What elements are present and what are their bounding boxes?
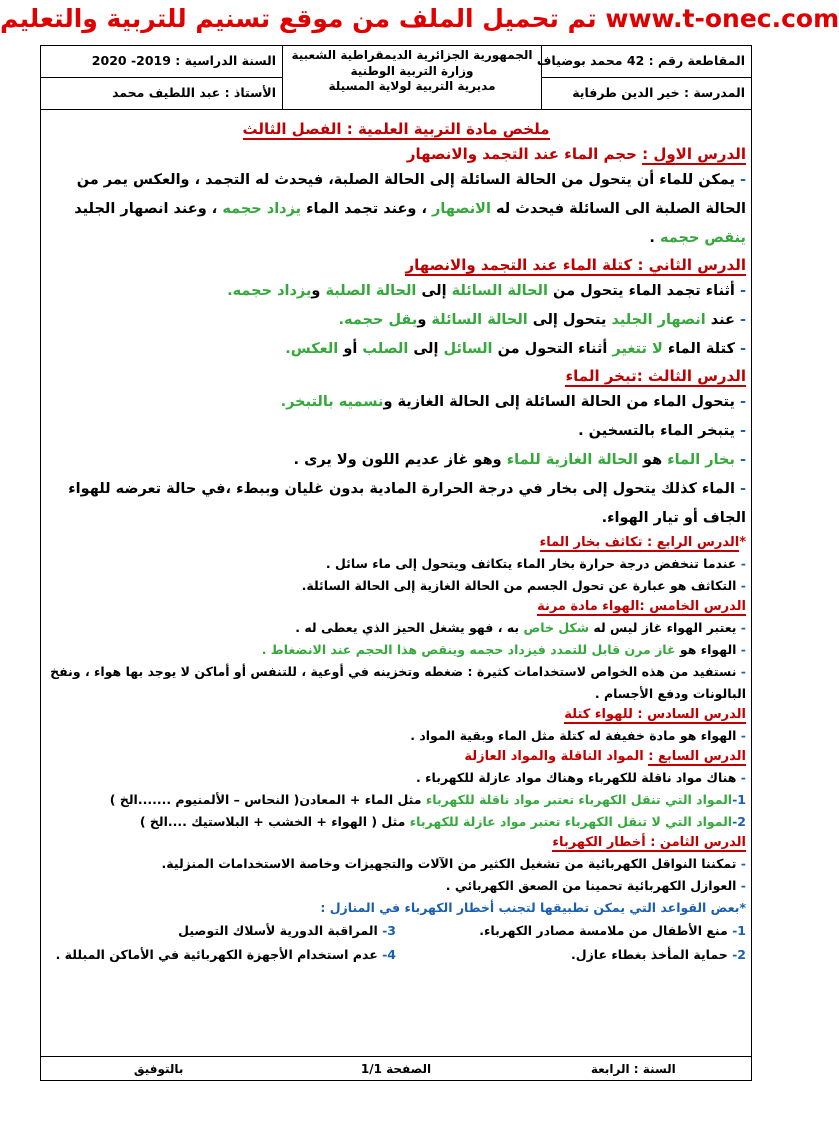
lesson-8-line-2: - العوازل الكهربائية تحمينا من الصعق الكهربائي . bbox=[445, 878, 746, 893]
rule-1: 1- منع الأطفال من ملامسة مصادر الكهرباء. bbox=[479, 923, 746, 938]
lesson-2-line-2: - عند انصهار الجليد يتحول إلى الحالة السائلة ويقل حجمه. bbox=[338, 312, 746, 328]
lesson-4-title: *الدرس الرابع : تكاثف بخار الماء bbox=[539, 535, 746, 550]
school-year-label: السنة الدراسية : 2019- 2020 bbox=[41, 46, 282, 78]
lesson-8-line-1: - تمكننا النواقل الكهربائية من تشغيل الكثير من الآلات والتجهيزات وخاصة الاستخدامات المنزلية. bbox=[161, 856, 746, 871]
lesson-2-title: الدرس الثاني : كتلة الماء عند التجمد والانصهار bbox=[405, 256, 746, 274]
republic-label: الجمهورية الجزائرية الديمقراطية الشعبية bbox=[291, 48, 533, 62]
safety-rules-heading: *بعض القواعد التي يمكن تطبيقها لتجنب أخطار الكهرباء في المنازل : bbox=[320, 900, 746, 915]
rule-2: 2- حماية المأخذ بغطاء عازل. bbox=[571, 947, 746, 962]
site-banner: تم تحميل الملف من موقع تسنيم للتربية والتعليم www.t-onec.com bbox=[0, 4, 839, 33]
lesson-6-line-1: - الهواء هو مادة خفيفة له كتلة مثل الماء وبقية المواد . bbox=[410, 728, 746, 743]
lesson-1-title: الدرس الاول : حجم الماء عند التجمد والانصهار bbox=[406, 145, 746, 163]
lesson-5 bbox=[46, 597, 746, 705]
lesson-6 bbox=[46, 705, 746, 747]
lesson-8-title: الدرس الثامن : أخطار الكهرباء bbox=[552, 835, 746, 850]
teacher-label: الأستاذ : عبد اللطيف محمد bbox=[112, 85, 277, 100]
header-right-cell bbox=[536, 46, 751, 109]
district-label: المقاطعة رقم : 42 محمد بوضياف bbox=[542, 46, 751, 78]
lesson-2-line-3: - كتلة الماء لا تتغير أثناء التحول من السائل إلى الصلب أو العكس. bbox=[285, 341, 746, 357]
school-label: المدرسة : خير الدين طرفاية bbox=[572, 85, 745, 100]
lesson-3-line-2: - يتبخر الماء بالتسخين . bbox=[578, 423, 746, 439]
rule-4: 4- عدم استخدام الأجهزة الكهربائية في الأماكن المبللة . bbox=[55, 947, 396, 962]
header-center-cell bbox=[282, 46, 541, 109]
lesson-7 bbox=[46, 747, 746, 833]
lesson-1-paragraph: - يمكن للماء أن يتحول من الحالة السائلة إلى الحالة الصلبة، فيحدث له التجمد ، والعكس يمر من الحالة الصلبة الى السائلة فيحدث له الانصهار ، وعند تجمد الماء يزداد حجمه ، وعند انصهار الجليد ينقص حجمه . bbox=[74, 172, 746, 246]
footer-page-number: الصفحة 1/1 bbox=[360, 1062, 432, 1076]
rule-3: 3- المراقبة الدورية لأسلاك التوصيل bbox=[178, 923, 396, 938]
lesson-5-line-3: - نستفيد من هذه الخواص لاستخدامات كثيرة : ضغطه وتخزينه في أوعية ، للتنفس أو أماكن لا يوجد بها هواء ، ونفخ البالونات ودفع الأجسام . bbox=[50, 664, 746, 701]
lesson-7-title: الدرس السابع : المواد الناقلة والمواد العازلة bbox=[464, 749, 746, 764]
lesson-7-line-1: - هناك مواد ناقلة للكهرباء وهناك مواد عازلة للكهرباء . bbox=[416, 770, 746, 785]
lesson-3 bbox=[46, 364, 746, 533]
lesson-4-line-1: - عندما تنخفض درجة حرارة بخار الماء يتكاثف ويتحول إلى ماء سائل . bbox=[325, 556, 746, 571]
lesson-5-line-2: - الهواء هو غاز مرن قابل للتمدد فيزداد حجمه وينقص هذا الحجم عند الانضغاط . bbox=[261, 642, 746, 657]
lesson-4 bbox=[46, 533, 746, 597]
lesson-3-title: الدرس الثالث :تبخر الماء bbox=[565, 367, 746, 385]
directorate-label: مديرية التربية لولاية المسيلة bbox=[328, 79, 496, 93]
lesson-1 bbox=[46, 142, 746, 253]
lesson-3-line-4: - الماء كذلك يتحول إلى بخار في درجة الحرارة المادية بدون غليان وببطء ،في حالة تعرضه للهواء الجاف أو تيار الهواء. bbox=[68, 481, 746, 526]
lesson-7-line-2: 1-المواد التي تنقل الكهرباء تعتبر مواد ناقلة للكهرباء مثل الماء + المعادن( النحاس – الألمنيوم .......الخ ) bbox=[109, 792, 746, 807]
lesson-8 bbox=[46, 833, 746, 967]
doc-title: ملخص مادة التربية العلمية : الفصل الثالث bbox=[242, 120, 550, 138]
safety-rules bbox=[46, 919, 746, 967]
lesson-4-line-2: - التكاثف هو عبارة عن تحول الجسم من الحالة الغازية إلى الحالة السائلة. bbox=[301, 578, 746, 593]
document-footer bbox=[40, 1056, 752, 1081]
lesson-3-line-1: - يتحول الماء من الحالة السائلة إلى الحالة الغازية ونسميه بالتبخر. bbox=[280, 394, 746, 410]
lesson-6-title: الدرس السادس : للهواء كتلة bbox=[564, 707, 746, 722]
lesson-2 bbox=[46, 253, 746, 364]
lesson-7-line-3: 2-المواد التي لا تنقل الكهرباء تعتبر مواد عازلة للكهرباء مثل ( الهواء + الخشب + البلاستيك ....الخ ) bbox=[139, 814, 746, 829]
document-header bbox=[40, 45, 752, 110]
lesson-3-line-3: - بخار الماء هو الحالة الغازية للماء وهو غاز عديم اللون ولا يرى . bbox=[293, 452, 746, 468]
document-body bbox=[46, 118, 746, 967]
footer-grade: السنة : الرابعة bbox=[590, 1062, 676, 1076]
lesson-2-line-1: - أثناء تجمد الماء يتحول من الحالة السائلة إلى الحالة الصلبة ويزداد حجمه. bbox=[227, 283, 746, 299]
lesson-5-line-1: - يعتبر الهواء غاز ليس له شكل خاص به ، فهو يشغل الحيز الذي يعطى له . bbox=[295, 620, 746, 635]
footer-wish: بالتوفيق bbox=[133, 1062, 184, 1076]
ministry-label: وزارة التربية الوطنية bbox=[350, 63, 474, 78]
lesson-5-title: الدرس الخامس :الهواء مادة مرنة bbox=[537, 599, 746, 614]
header-left-cell bbox=[41, 46, 282, 109]
